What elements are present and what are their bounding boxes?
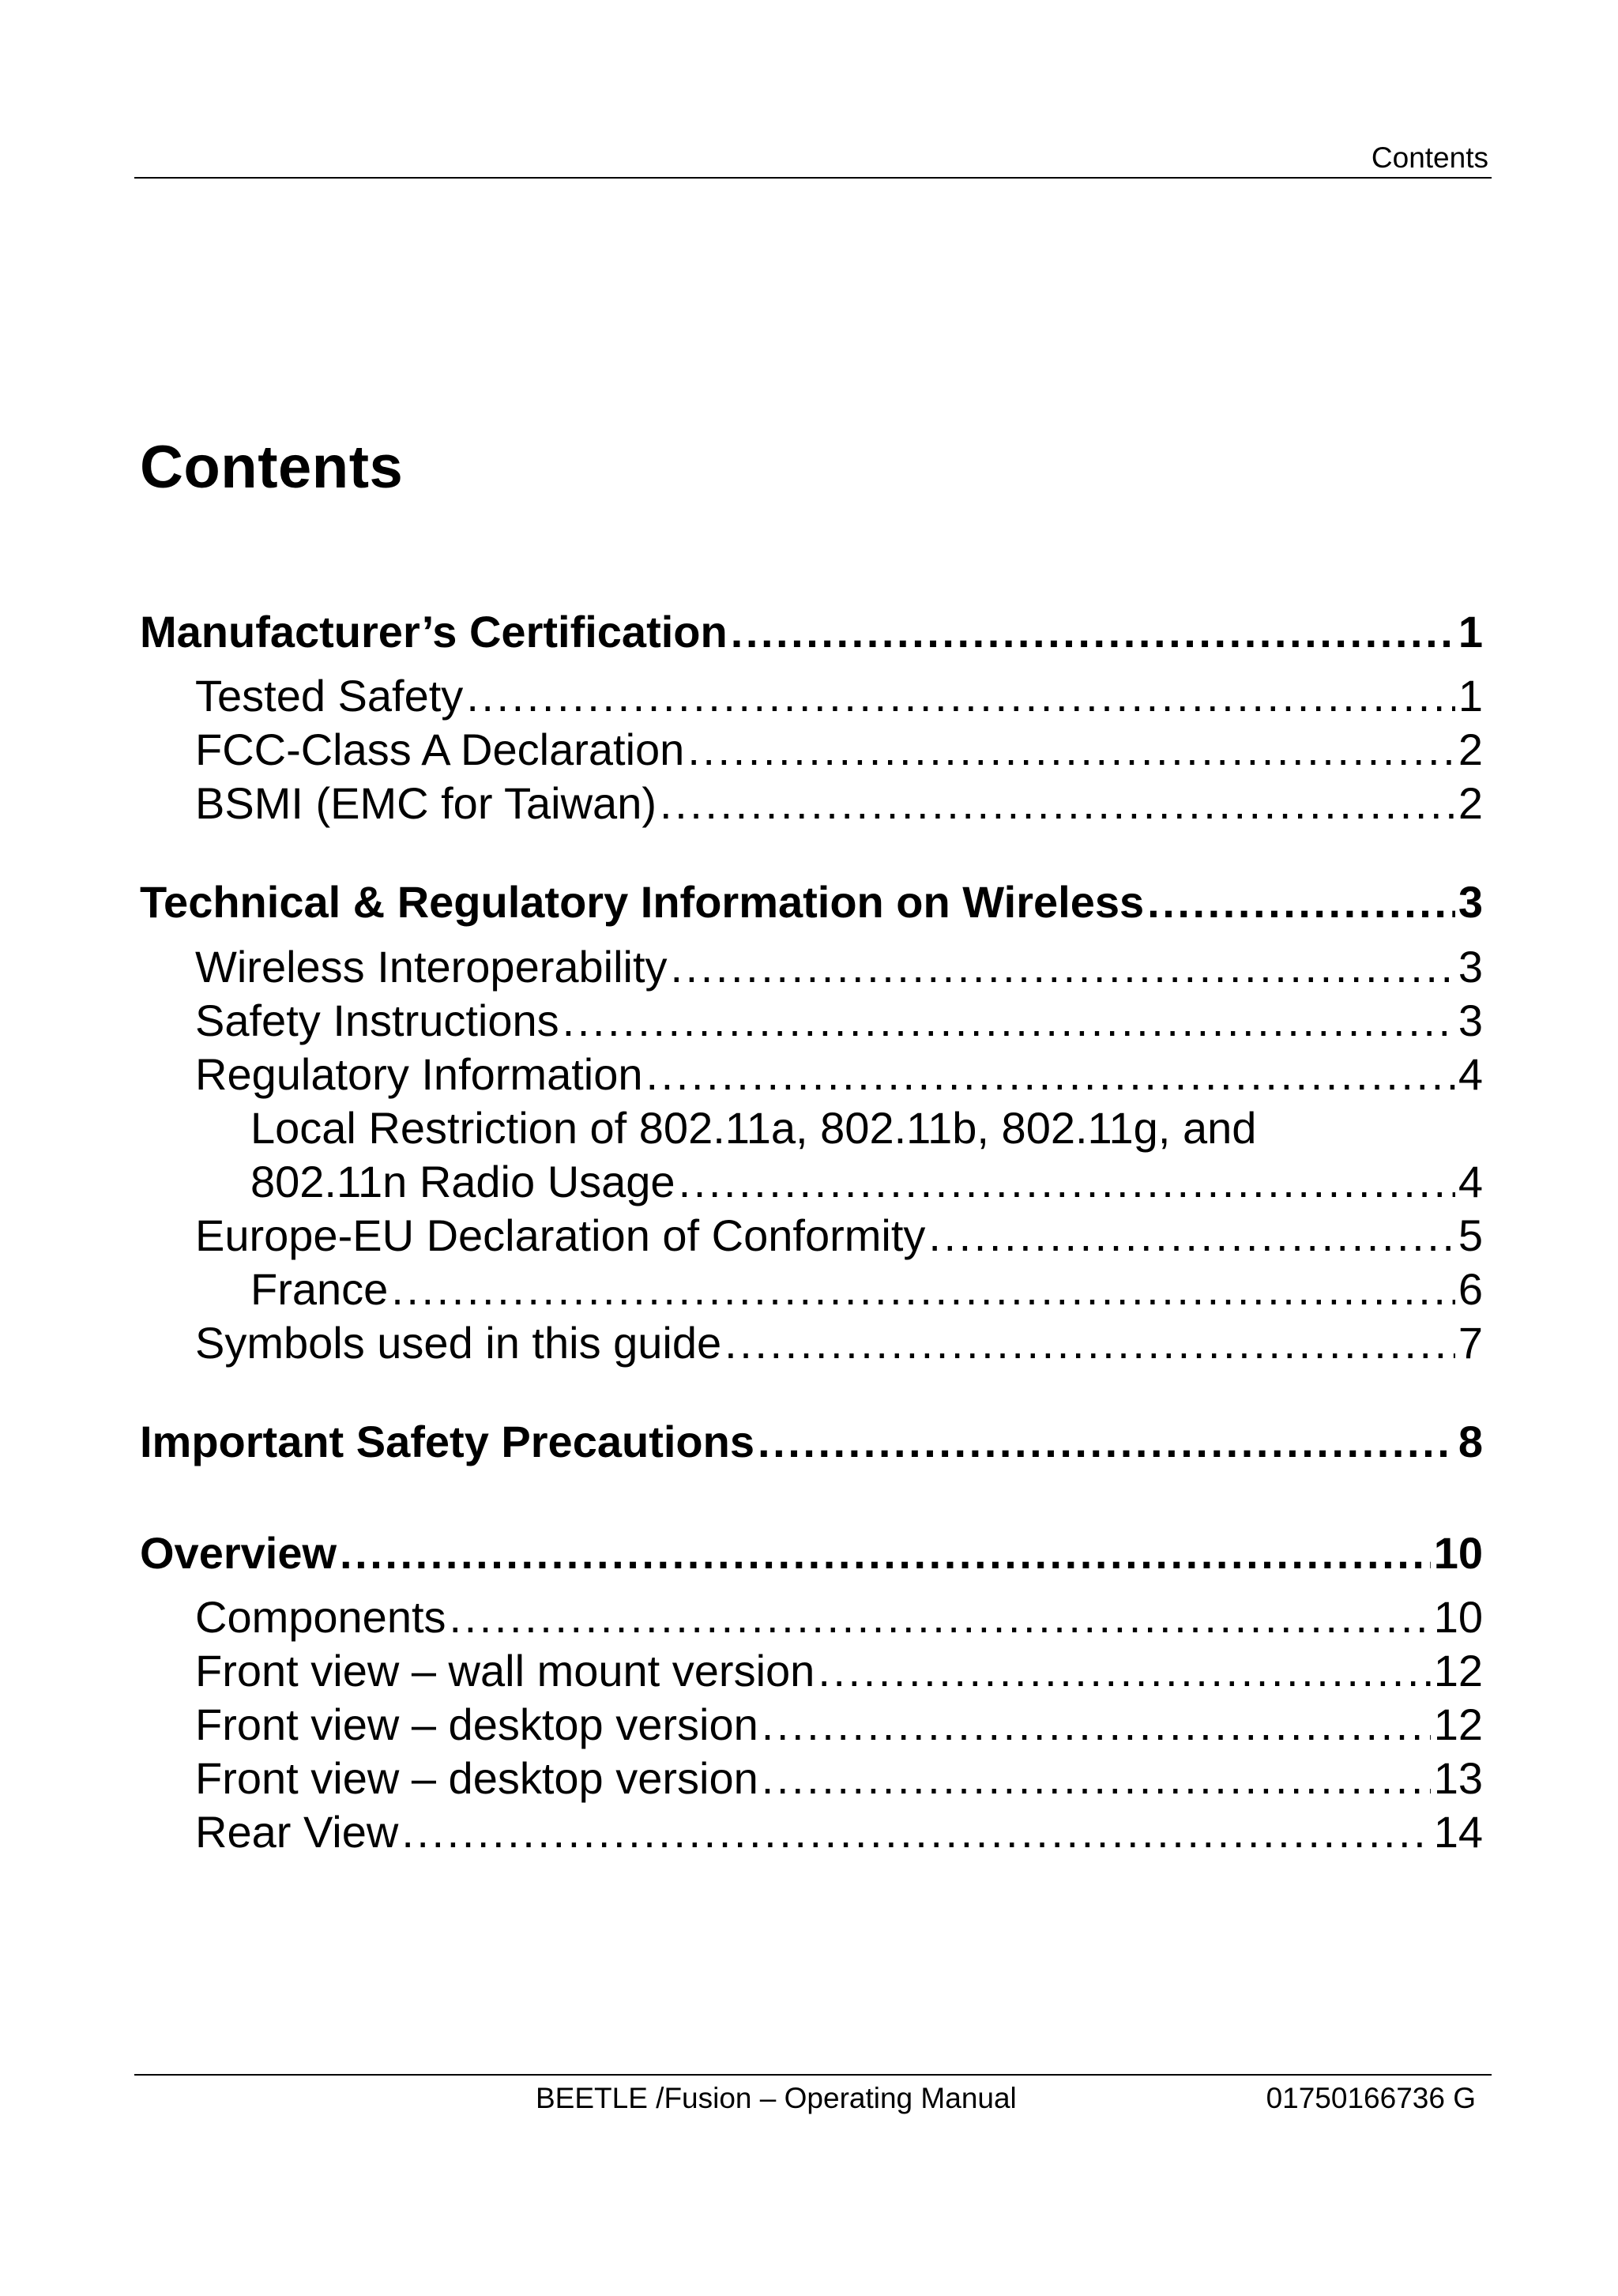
toc-leader-dots: [1147, 875, 1455, 929]
toc-entry-label: Wireless Interoperability: [195, 942, 668, 992]
toc-entry-page: 2: [1458, 725, 1483, 774]
toc-entry-page: 10: [1433, 1592, 1483, 1642]
toc-entry-components[interactable]: [195, 1590, 1483, 1644]
toc-entry-page: 10: [1433, 1528, 1483, 1578]
toc-entry-tested-safety[interactable]: [195, 669, 1483, 723]
toc-entry-overview[interactable]: [140, 1526, 1483, 1580]
toc-entry-label: Europe-EU Declaration of Conformity: [195, 1210, 926, 1260]
running-header-title: Contents: [1371, 141, 1488, 174]
footer-manual-title: BEETLE /Fusion – Operating Manual: [536, 2082, 1017, 2114]
toc-entry-bsmi[interactable]: [195, 777, 1483, 830]
toc-entry-fcc-class-a-declaration[interactable]: [195, 723, 1483, 777]
toc-entry-important-safety-precautions[interactable]: [140, 1415, 1483, 1469]
toc-entry-label: Safety Instructions: [195, 996, 559, 1045]
toc-leader-dots: [646, 1048, 1455, 1101]
toc-entry-rear-view[interactable]: [195, 1805, 1483, 1859]
toc-entry-page: 14: [1433, 1807, 1483, 1857]
toc-leader-dots: [660, 777, 1455, 830]
toc-entry-france[interactable]: [250, 1263, 1483, 1316]
toc-leader-dots: [671, 940, 1455, 994]
toc-entry-label: BSMI (EMC for Taiwan): [195, 778, 657, 828]
toc-entry-label: Regulatory Information: [195, 1049, 643, 1099]
toc-leader-dots: [450, 1590, 1431, 1644]
toc-entry-label: Technical & Regulatory Information on Wireless: [140, 877, 1145, 927]
toc-entry-label: Manufacturer’s Certification: [140, 607, 728, 657]
toc-entry-local-restriction[interactable]: [250, 1155, 1483, 1209]
toc-entry-page: 3: [1458, 996, 1483, 1045]
toc-leader-dots: [928, 1209, 1454, 1263]
toc-entry-page: 5: [1458, 1210, 1483, 1260]
toc-entry-label: Symbols used in this guide: [195, 1318, 722, 1368]
toc-leader-dots: [687, 723, 1455, 777]
toc-entry-label: Front view – desktop version: [195, 1753, 758, 1803]
toc-leader-dots: [818, 1644, 1430, 1698]
toc-leader-dots: [391, 1263, 1455, 1316]
toc-entry-label: Overview: [140, 1528, 337, 1578]
toc-entry-label: Important Safety Precautions: [140, 1417, 754, 1466]
toc-entry-label: Tested Safety: [195, 671, 464, 721]
toc-entry-europe-eu-declaration[interactable]: [195, 1209, 1483, 1263]
toc-entry-label: Rear View: [195, 1807, 399, 1857]
toc-entry-page: 13: [1433, 1753, 1483, 1803]
toc-entry-symbols-used[interactable]: [195, 1316, 1483, 1370]
toc-leader-dots: [762, 1698, 1431, 1752]
toc-leader-dots: [679, 1155, 1455, 1209]
toc-entry-page: 12: [1433, 1646, 1483, 1696]
toc-leader-dots: [762, 1752, 1431, 1805]
toc-leader-dots: [401, 1805, 1430, 1859]
toc-entry-label: Front view – desktop version: [195, 1699, 758, 1749]
toc-leader-dots: [731, 605, 1455, 659]
toc-entry-page: 4: [1458, 1049, 1483, 1099]
toc-entry-page: 8: [1458, 1417, 1483, 1466]
toc-entry-page: 3: [1458, 877, 1483, 927]
toc-entry-label: FCC-Class A Declaration: [195, 725, 685, 774]
toc-leader-dots: [563, 994, 1455, 1048]
toc-entry-page: 6: [1458, 1264, 1483, 1314]
page-title: Contents: [140, 434, 404, 501]
toc-leader-dots: [758, 1415, 1455, 1469]
toc-entry-manufacturers-certification[interactable]: [140, 605, 1483, 659]
toc-entry-local-restriction-line1[interactable]: Local Restriction of 802.11a, 802.11b, 802.11g, and: [250, 1103, 1257, 1153]
toc-entry-page: 7: [1458, 1318, 1483, 1368]
toc-leader-dots: [466, 669, 1455, 723]
toc-entry-page: 2: [1458, 778, 1483, 828]
toc-entry-front-view-desktop-2[interactable]: [195, 1752, 1483, 1805]
table-of-contents: [140, 0, 1483, 2296]
toc-entry-page: 1: [1458, 607, 1483, 657]
toc-entry-page: 4: [1458, 1157, 1483, 1206]
footer-rule: [134, 2074, 1492, 2076]
toc-leader-dots: [340, 1526, 1431, 1580]
toc-entry-wireless-interoperability[interactable]: [195, 940, 1483, 994]
toc-entry-label: 802.11n Radio Usage: [250, 1157, 675, 1206]
toc-entry-regulatory-information[interactable]: [195, 1048, 1483, 1101]
toc-entry-page: 1: [1458, 671, 1483, 721]
toc-entry-front-view-wall-mount[interactable]: [195, 1644, 1483, 1698]
toc-entry-page: 12: [1433, 1699, 1483, 1749]
footer-document-number: 01750166736 G: [1266, 2082, 1476, 2114]
toc-entry-safety-instructions[interactable]: [195, 994, 1483, 1048]
toc-entry-label: Front view – wall mount version: [195, 1646, 815, 1696]
toc-entry-front-view-desktop[interactable]: [195, 1698, 1483, 1752]
toc-entry-page: 3: [1458, 942, 1483, 992]
toc-leader-dots: [724, 1316, 1455, 1370]
toc-entry-technical-regulatory-information[interactable]: [140, 875, 1483, 929]
toc-entry-label: France: [250, 1264, 389, 1314]
toc-entry-label: Components: [195, 1592, 446, 1642]
